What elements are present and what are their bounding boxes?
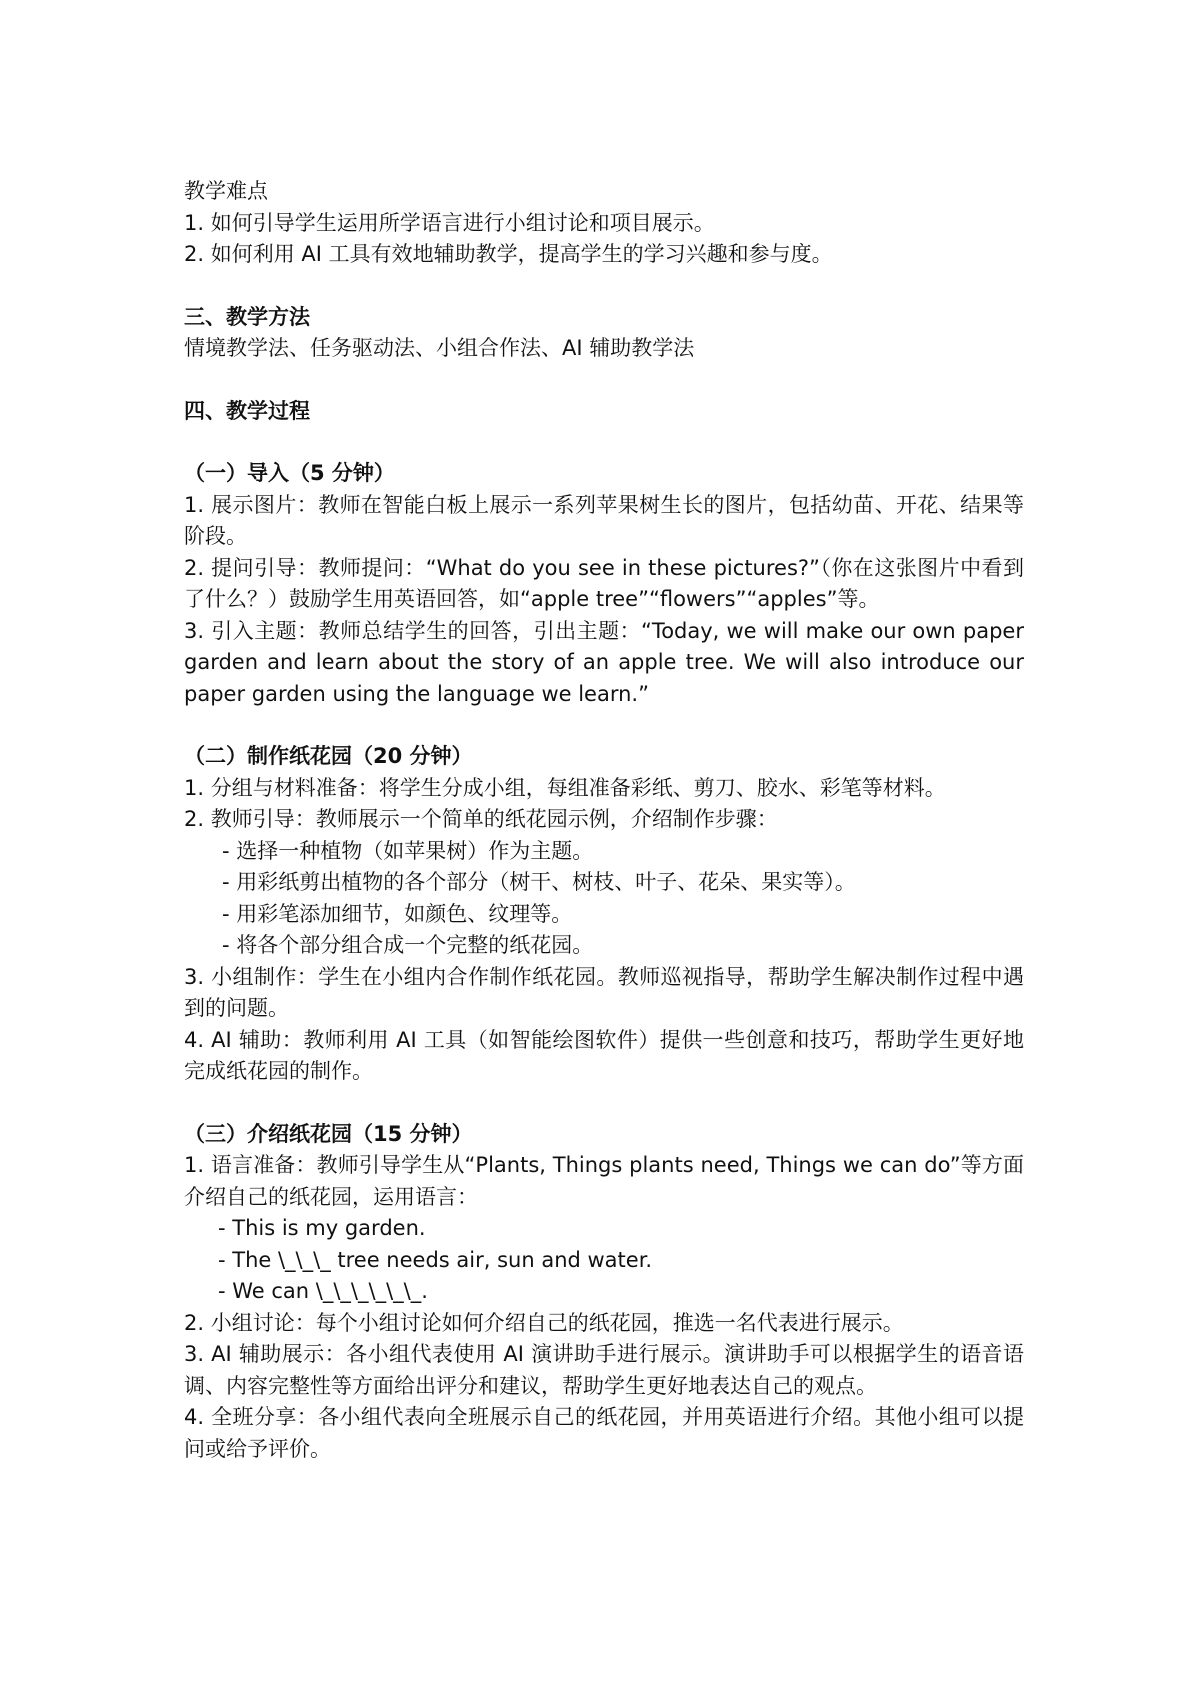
part3-heading: （三）介绍纸花园（15 分钟）: [184, 1121, 473, 1146]
process-heading: 四、教学过程: [184, 398, 310, 423]
difficulty-heading: 教学难点: [184, 179, 268, 203]
step-item: - 将各个部分组合成一个完整的纸花园。: [222, 933, 594, 957]
difficulty-item: 2. 如何利用 AI 工具有效地辅助教学，提高学生的学习兴趣和参与度。: [184, 242, 833, 266]
methods-heading: 三、教学方法: [184, 304, 310, 329]
step-item: - 用彩纸剪出植物的各个部分（树干、树枝、叶子、花朵、果实等）。: [222, 870, 856, 894]
difficulty-item: 1. 如何引导学生运用所学语言进行小组讨论和项目展示。: [184, 210, 715, 235]
step-item: - 选择一种植物（如苹果树）作为主题。: [222, 838, 594, 863]
spacer: [184, 365, 1024, 396]
part3-item: 4. 全班分享：各小组代表向全班展示自己的纸花园，并用英语进行介绍。其他小组可以提问或给予评价。: [184, 1405, 1024, 1461]
part1-item: 2. 提问引导：教师提问：“What do you see in these pictures?”（你在这张图片中看到了什么？）鼓励学生用英语回答，如“apple tree”“flowers”“apples”等。: [184, 555, 1024, 611]
part2-item: 1. 分组与材料准备：将学生分成小组，每组准备彩纸、剪刀、胶水、彩笔等材料。: [184, 775, 946, 800]
part2-heading: （二）制作纸花园（20 分钟）: [184, 744, 473, 768]
phrase-item: - The \_\_\_ tree needs air, sun and water.: [218, 1247, 653, 1272]
part1-item: 1. 展示图片：教师在智能白板上展示一系列苹果树生长的图片，包括幼苗、开花、结果等阶段。: [184, 492, 1024, 548]
phrase-item: - We can \_\_\_\_\_\_.: [218, 1279, 428, 1303]
part2-item: 3. 小组制作：学生在小组内合作制作纸花园。教师巡视指导，帮助学生解决制作过程中遇到的问题。: [184, 964, 1024, 1020]
spacer: [184, 1088, 1024, 1119]
spacer: [184, 427, 1024, 458]
part3-item: 3. AI 辅助展示：各小组代表使用 AI 演讲助手进行展示。演讲助手可以根据学生的语音语调、内容完整性等方面给出评分和建议，帮助学生更好地表达自己的观点。: [184, 1342, 1024, 1398]
part2-item: 4. AI 辅助：教师利用 AI 工具（如智能绘图软件）提供一些创意和技巧，帮助学生更好地完成纸花园的制作。: [184, 1027, 1024, 1083]
spacer: [184, 710, 1024, 741]
part3-item: 2. 小组讨论：每个小组讨论如何介绍自己的纸花园，推选一名代表进行展示。: [184, 1310, 904, 1335]
part3-item: 1. 语言准备：教师引导学生从“Plants, Things plants need, Things we can do”等方面介绍自己的纸花园，运用语言：: [184, 1153, 1024, 1209]
phrase-item: - This is my garden.: [218, 1216, 426, 1240]
step-item: - 用彩笔添加细节，如颜色、纹理等。: [222, 901, 573, 926]
part1-heading: （一）导入（5 分钟）: [184, 461, 395, 485]
spacer: [184, 271, 1024, 302]
part1-item: 3. 引入主题：教师总结学生的回答，引出主题：“Today, we will make our own paper garden and learn about the story of an apple tree. We will also introduce our paper garden using the language we learn.”: [184, 618, 1024, 706]
methods-text: 情境教学法、任务驱动法、小组合作法、AI 辅助教学法: [184, 336, 695, 360]
part2-item: 2. 教师引导：教师展示一个简单的纸花园示例，介绍制作步骤：: [184, 807, 778, 831]
document-page: [184, 176, 1024, 1465]
